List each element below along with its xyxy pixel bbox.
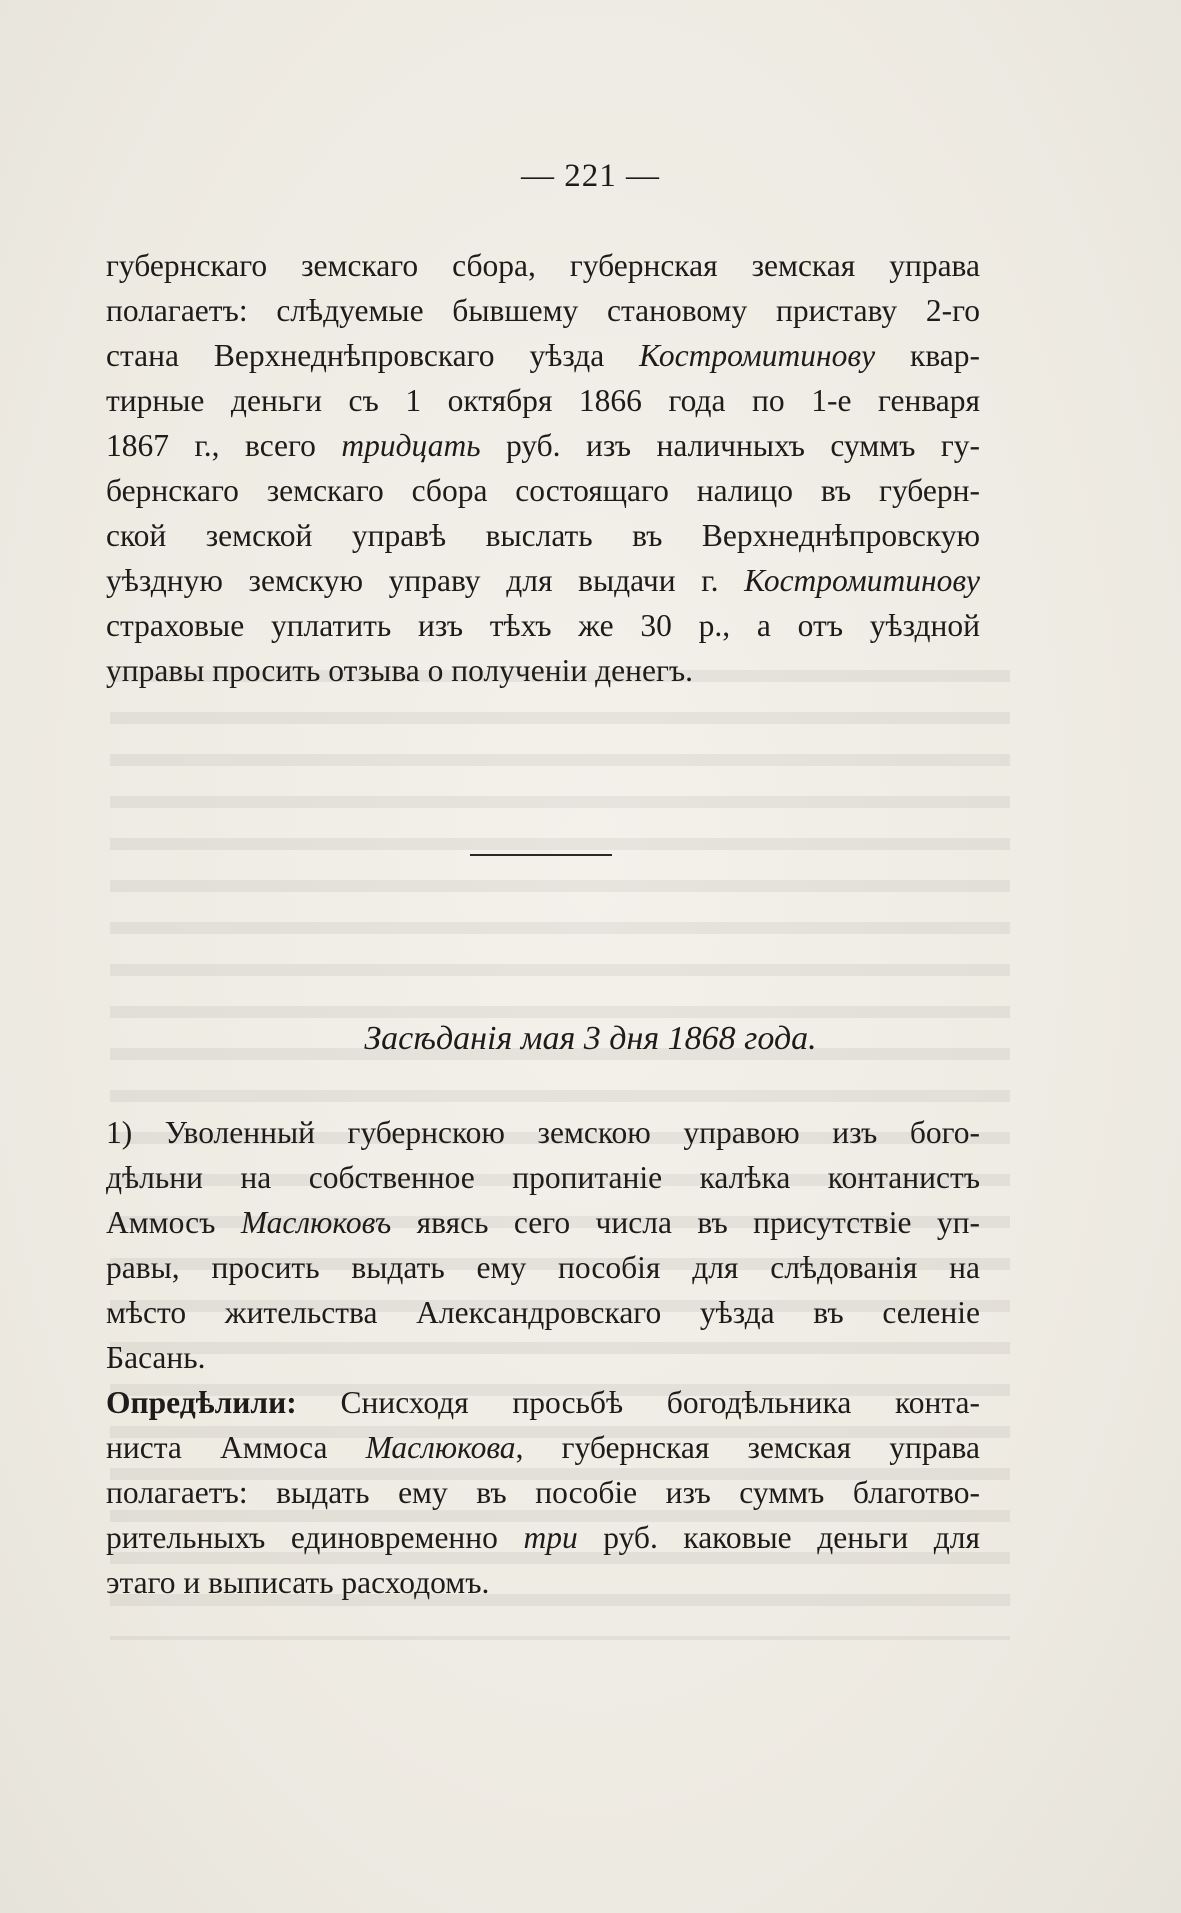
text-segment: бернскаго земскаго сбора состоящаго налицо въ губерн- bbox=[106, 473, 980, 508]
text-segment: квар- bbox=[875, 338, 980, 373]
text-segment: , губернская земская управа bbox=[515, 1430, 980, 1465]
text-segment: Аммосъ bbox=[106, 1205, 241, 1240]
text-segment: руб. каковые деньги для bbox=[577, 1520, 980, 1555]
text-segment: полагаетъ: выдать ему въ пособіе изъ суммъ благотво- bbox=[106, 1475, 980, 1510]
text-segment: Басань. bbox=[106, 1340, 206, 1375]
text-segment: ской земской управѣ выслать въ Верхнеднѣпровскую bbox=[106, 518, 980, 553]
text-segment: мѣсто жительства Александровскаго уѣзда въ селеніе bbox=[106, 1295, 980, 1330]
text-segment: ниста Аммоса bbox=[106, 1430, 366, 1465]
text-segment: явясь сего числа въ присутствіе уп- bbox=[391, 1205, 981, 1240]
text-line bbox=[106, 1380, 980, 1425]
text-line bbox=[106, 423, 980, 468]
italic-name: Маслюковъ bbox=[240, 1205, 392, 1240]
text-segment: дѣльни на собственное пропитаніе калѣка контанистъ bbox=[106, 1160, 980, 1195]
text-segment: уѣздную земскую управу для выдачи г. bbox=[106, 563, 745, 598]
text-segment: руб. изъ наличныхъ суммъ гу- bbox=[480, 428, 980, 463]
italic-name: три bbox=[523, 1520, 578, 1555]
text-line bbox=[106, 1470, 980, 1515]
text-line bbox=[106, 1200, 980, 1245]
text-segment: страховые уплатить изъ тѣхъ же 30 р., а отъ уѣздной bbox=[106, 608, 980, 643]
text-line bbox=[106, 1425, 980, 1470]
text-line bbox=[106, 1110, 980, 1155]
text-line bbox=[106, 1560, 980, 1605]
text-line bbox=[106, 1155, 980, 1200]
section-separator bbox=[470, 854, 612, 856]
text-line bbox=[106, 288, 980, 333]
text-line bbox=[106, 1245, 980, 1290]
paragraph-1 bbox=[106, 243, 980, 693]
text-line bbox=[106, 243, 980, 288]
italic-name: Костромитинову bbox=[639, 338, 876, 373]
text-segment: этаго и выписать расходомъ. bbox=[106, 1565, 490, 1600]
text-segment: полагаетъ: слѣдуемые бывшему становому приставу 2-го bbox=[106, 293, 980, 328]
text-line bbox=[106, 513, 980, 558]
text-line bbox=[106, 1515, 980, 1560]
page-number: — 221 — bbox=[521, 158, 660, 194]
text-line bbox=[106, 603, 980, 648]
text-segment: тирные деньги съ 1 октября 1866 года по 1-е генваря bbox=[106, 383, 980, 418]
text-line bbox=[106, 1335, 980, 1380]
decision-label: Опредѣлили: bbox=[106, 1385, 297, 1420]
text-segment: управы просить отзыва о полученіи денегъ. bbox=[106, 653, 694, 688]
paragraph-2 bbox=[106, 1110, 980, 1605]
text-line bbox=[106, 1290, 980, 1335]
text-line bbox=[106, 333, 980, 378]
text-segment: губернскаго земскаго сбора, губернская земская управа bbox=[106, 248, 980, 283]
text-line bbox=[106, 558, 980, 603]
text-segment: стана Верхнеднѣпровскаго уѣзда bbox=[106, 338, 640, 373]
text-line bbox=[106, 468, 980, 513]
italic-name: Костромитинову bbox=[744, 563, 980, 598]
text-segment: 1867 г., всего bbox=[106, 428, 342, 463]
italic-name: тридцать bbox=[341, 428, 481, 463]
text-segment: рительныхъ единовременно bbox=[106, 1520, 524, 1555]
text-line bbox=[106, 648, 980, 693]
section-heading: Засѣданія мая 3 дня 1868 года. bbox=[364, 1020, 817, 1057]
text-segment: равы, просить выдать ему пособія для слѣдованія на bbox=[106, 1250, 980, 1285]
italic-name: Маслюкова bbox=[365, 1430, 516, 1465]
text-segment: Снисходя просьбѣ богодѣльника конта- bbox=[296, 1385, 980, 1420]
text-segment: 1) Уволенный губернскою земскою управою изъ бого- bbox=[106, 1115, 980, 1150]
text-line bbox=[106, 378, 980, 423]
